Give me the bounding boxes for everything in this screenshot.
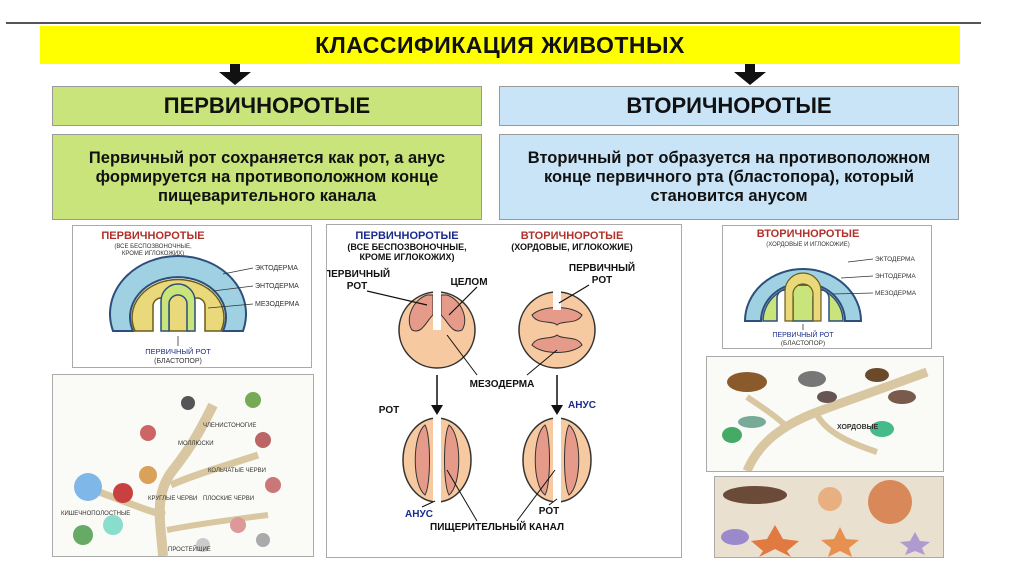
mouth-label: ПЕРВИЧНЫЙ РОТ (145, 347, 211, 356)
protostome-tree-panel (52, 374, 314, 557)
deuterostome-sub: (ХОРДОВЫЕ, ИГЛОКОЖИЕ) (511, 242, 633, 252)
protostomes-description: Первичный рот сохраняется как рот, а анус формируется на противоположном конце пищеварительного канала (52, 134, 482, 220)
protostome-label: ПЕРВИЧНОРОТЫЕ (355, 230, 459, 242)
ectoderm-label: ЭКТОДЕРМА (255, 265, 298, 272)
chordates-label: ХОРДОВЫЕ (837, 424, 879, 431)
arrow-down-left (215, 64, 255, 86)
tree-label: КРУГЛЫЕ ЧЕРВИ (148, 496, 198, 502)
arrow-down-right (730, 64, 770, 86)
deuterostome-embryo-panel (722, 225, 932, 349)
protostome-sub: (ВСЕ БЕСПОЗВОНОЧНЫЕ, (347, 242, 467, 252)
protostomes-heading: ПЕРВИЧНОРОТЫЕ (52, 86, 482, 126)
tree-label: КИШЕЧНОПОЛОСТНЫЕ (61, 511, 131, 517)
echinoderms-illustration (715, 477, 943, 557)
embryo-title: ПЕРВИЧНОРОТЫЕ (101, 230, 205, 242)
embryo-subtitle: КРОМЕ ИГЛОКОЖИХ) (121, 251, 185, 257)
embryo-development-diagram (327, 225, 681, 557)
endoderm-label: ЭНТОДЕРМА (255, 283, 299, 290)
protostome-sub: КРОМЕ ИГЛОКОЖИХ) (359, 252, 455, 262)
primary-mouth-label: РОТ (591, 275, 613, 286)
mesoderm-label: МЕЗОДЕРМА (875, 290, 917, 297)
mouth-label: РОТ (538, 506, 560, 517)
gut-label: ПИЩЕРИТЕЛЬНЫЙ КАНАЛ (430, 522, 564, 533)
mouth-label: РОТ (378, 405, 400, 416)
deuterostome-embryo-diagram (723, 226, 931, 348)
mesoderm-label: МЕЗОДЕРМА (469, 379, 535, 390)
embryo-title: ВТОРИЧНОРОТЫЕ (756, 228, 860, 240)
primary-mouth-label: ПЕРВИЧНЫЙ (327, 269, 391, 280)
protostome-embryo-panel (72, 225, 312, 368)
embryo-development-panel (326, 224, 682, 558)
deuterostome-label: ВТОРИЧНОРОТЫЕ (520, 230, 624, 242)
mesoderm-label: МЕЗОДЕРМА (255, 301, 300, 308)
deuterostomes-heading: ВТОРИЧНОРОТЫЕ (499, 86, 959, 126)
echinoderms-photo (714, 476, 944, 558)
tree-label: ЧЛЕНИСТОНОГИЕ (203, 423, 257, 429)
ectoderm-label: ЭКТОДЕРМА (875, 256, 915, 263)
embryo-subtitle: (ХОРДОВЫЕ И ИГЛОКОЖИЕ) (766, 242, 850, 248)
top-divider (6, 22, 981, 24)
anus-label: АНУС (568, 400, 596, 411)
tree-label: КОЛЬЧАТЫЕ ЧЕРВИ (208, 468, 266, 474)
deuterostomes-description: Вторичный рот образуется на противоположном конце первичного рта (бластопора), который становится анусом (499, 134, 959, 220)
anus-label: АНУС (405, 509, 433, 520)
blastopore-label: (БЛАСТОПОР) (154, 358, 202, 365)
coelom-label: ЦЕЛОМ (450, 277, 488, 288)
primary-mouth-label: РОТ (346, 281, 368, 292)
page-title: КЛАССИФИКАЦИЯ ЖИВОТНЫХ (40, 26, 960, 64)
blastopore-label: (БЛАСТОПОР) (780, 340, 826, 347)
tree-label: ПЛОСКИЕ ЧЕРВИ (203, 496, 255, 502)
chordate-tree (707, 357, 943, 471)
protostome-embryo-diagram (73, 226, 311, 367)
mouth-label: ПЕРВИЧНЫЙ РОТ (772, 332, 834, 339)
tree-label: МОЛЛЮСКИ (178, 441, 214, 447)
endoderm-label: ЭНТОДЕРМА (875, 273, 916, 280)
tree-label: ПРОСТЕЙШИЕ (168, 547, 211, 553)
deuterostome-tree-panel (706, 356, 944, 472)
protostome-tree (53, 375, 313, 556)
primary-mouth-label: ПЕРВИЧНЫЙ (568, 263, 636, 274)
embryo-subtitle: (ВСЕ БЕСПОЗВОНОЧНЫЕ, (114, 244, 192, 250)
